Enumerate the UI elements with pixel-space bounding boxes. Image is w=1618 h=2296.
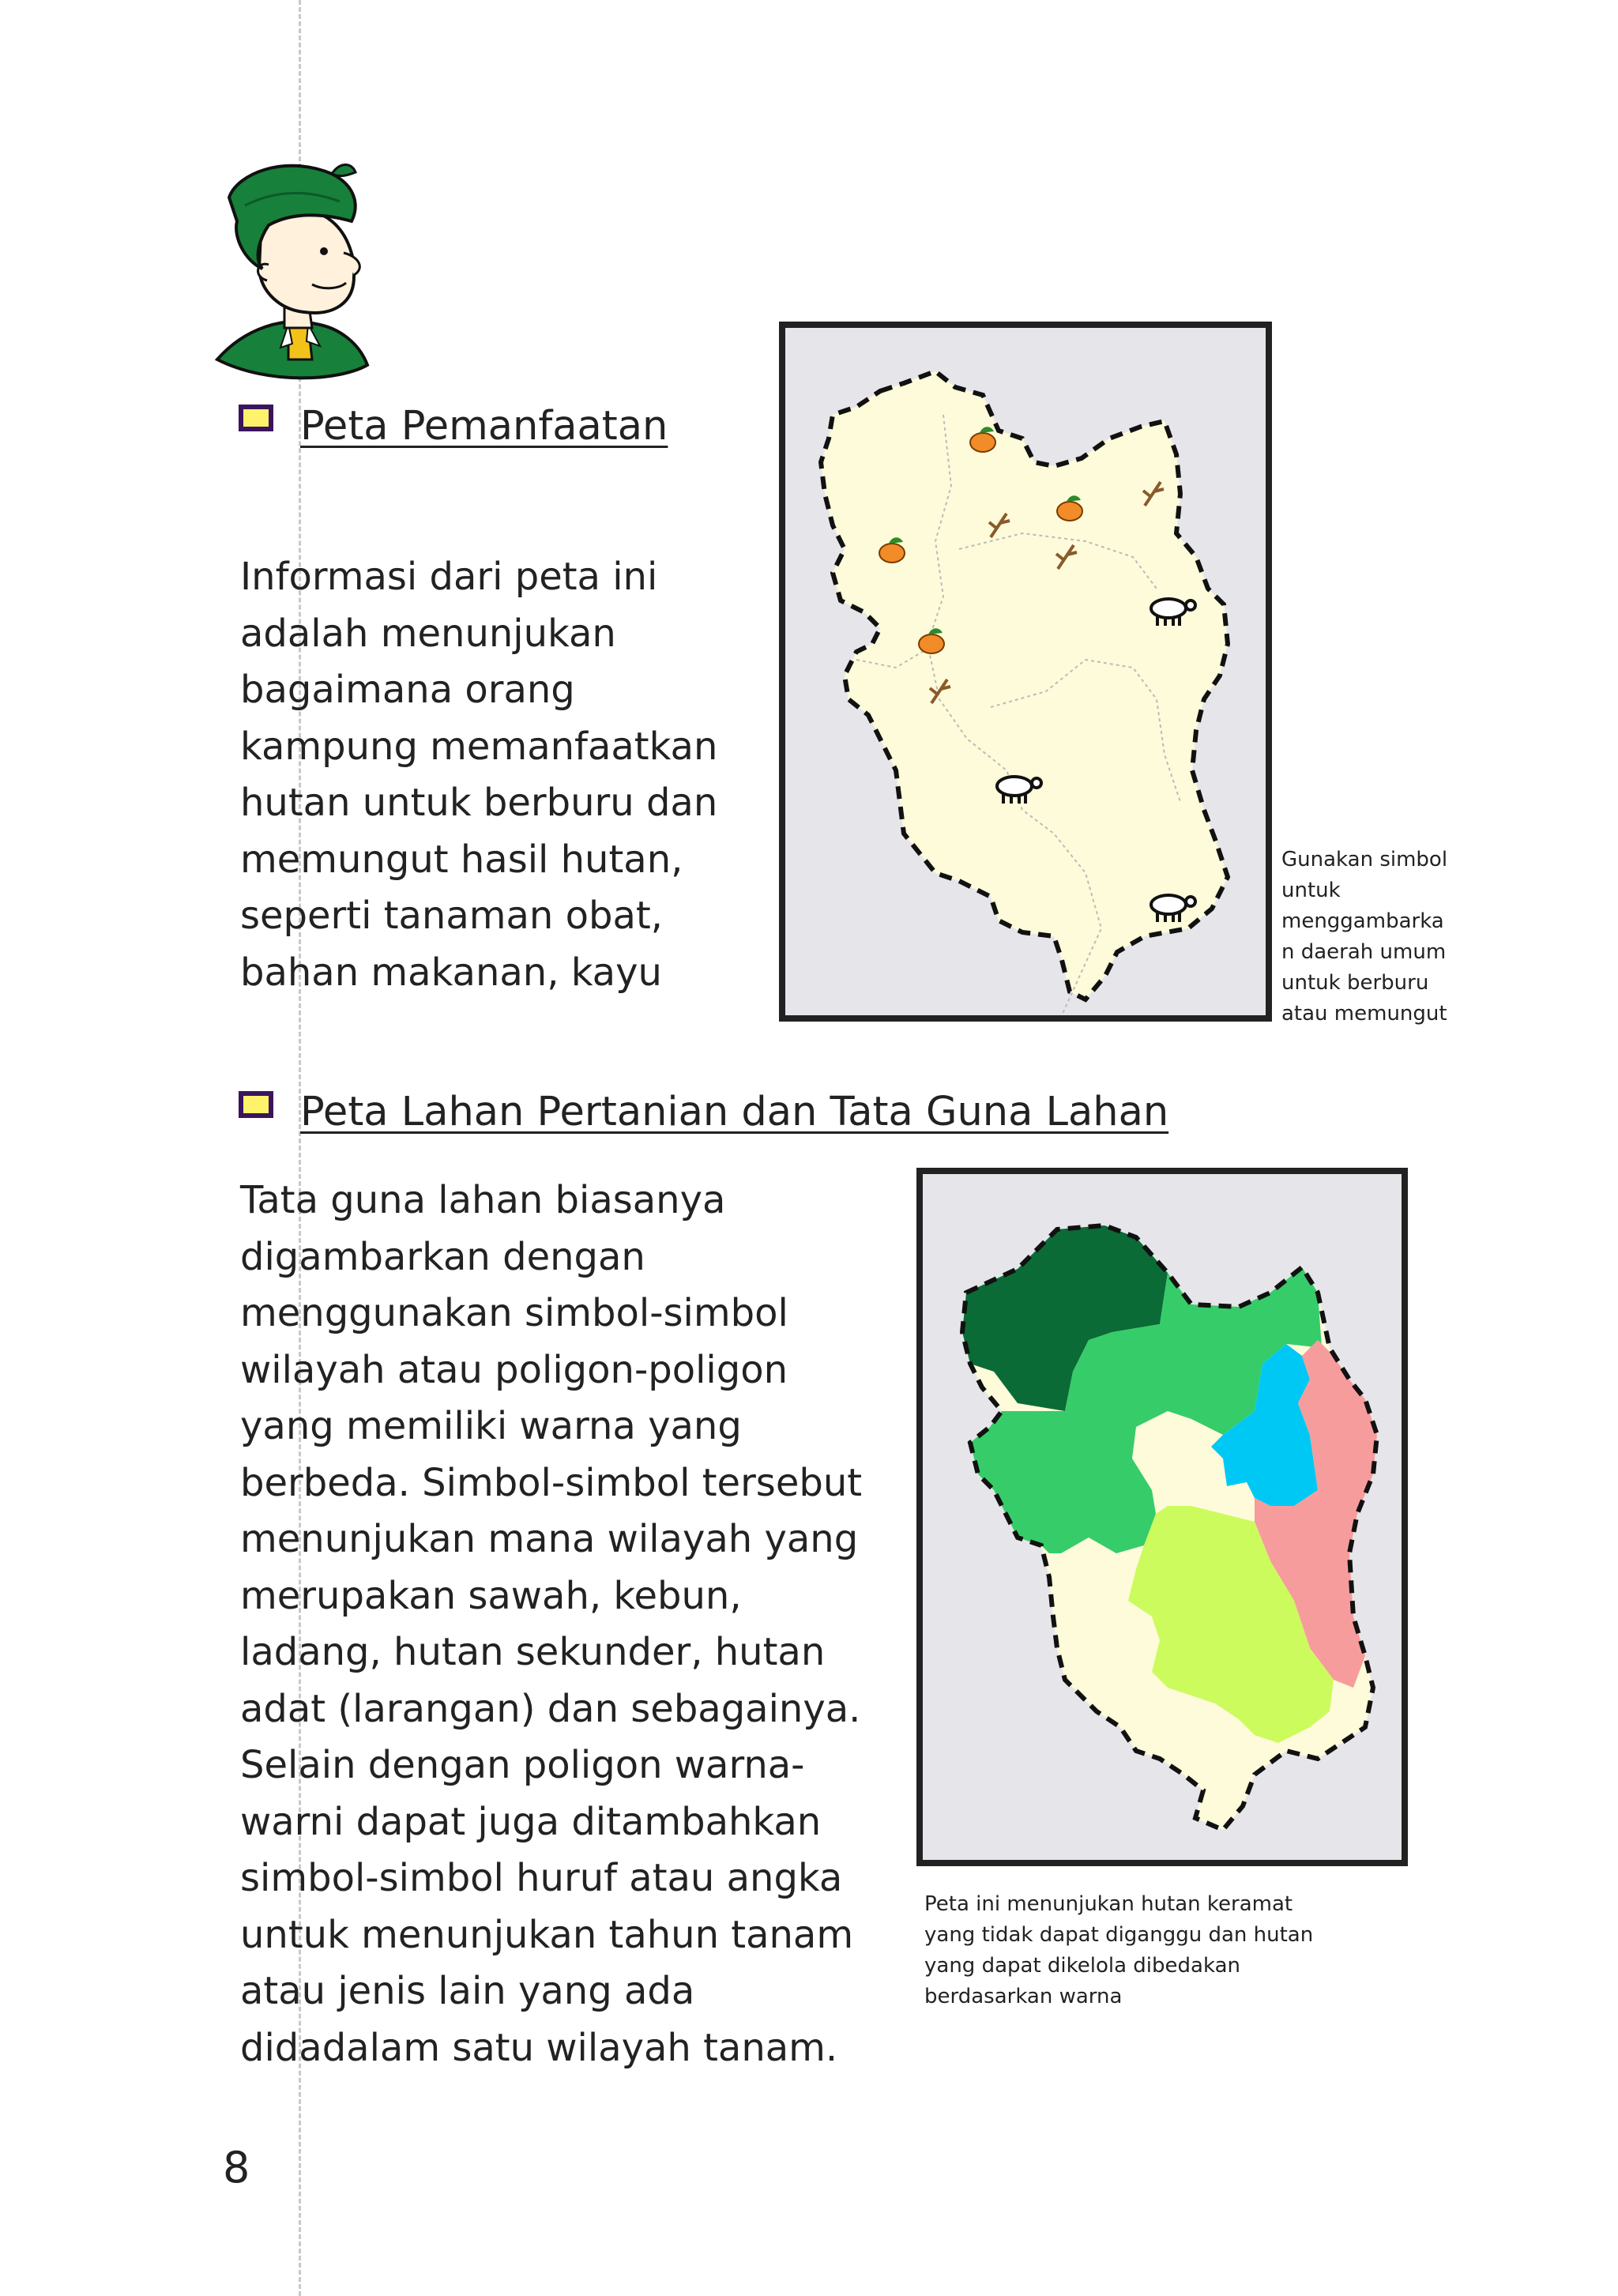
section-body-text: Informasi dari peta ini adalah menunjukan bagaimana orang kampung memanfaatkan hutan untuk berburu dan memungut hasil hutan, seperti tanaman obat, bahan makanan, kayu	[240, 555, 718, 995]
map-caption: Peta ini menunjukan hutan keramat yang tidak dapat diganggu dan hutan yang dapat dikelola dibedakan berdasarkan warna	[924, 1892, 1314, 2008]
utilization-map	[779, 322, 1272, 1022]
section-body-text: Tata guna lahan biasanya digambarkan dengan menggunakan simbol-simbol wilayah atau poligon-poligon yang memiliki warna yang berbeda. Simbol-simbol tersebut menunjukan mana wilayah yang merupakan sawah, kebun, ladang, hutan sekunder, hutan adat (larangan) dan sebagainya. Selain dengan poligon warna- warni dapat juga ditambahkan simbol-simbol huruf atau angka untuk menunjukan tahun tanam atau jenis lain yang ada didadalam satu wilayah tanam.	[240, 1178, 863, 2070]
section-bullet	[239, 1091, 273, 1118]
mascot-icon	[213, 158, 371, 387]
section-heading: Peta Pemanfaatan	[300, 403, 668, 450]
section-bullet	[239, 405, 273, 431]
land-use-map	[916, 1168, 1408, 1866]
page-number: 8	[223, 2143, 250, 2192]
section-heading: Peta Lahan Pertanian dan Tata Guna Lahan	[300, 1089, 1169, 1135]
map-caption: Gunakan simbol untuk menggambarka n daerah umum untuk berburu atau memungut	[1281, 848, 1448, 1026]
